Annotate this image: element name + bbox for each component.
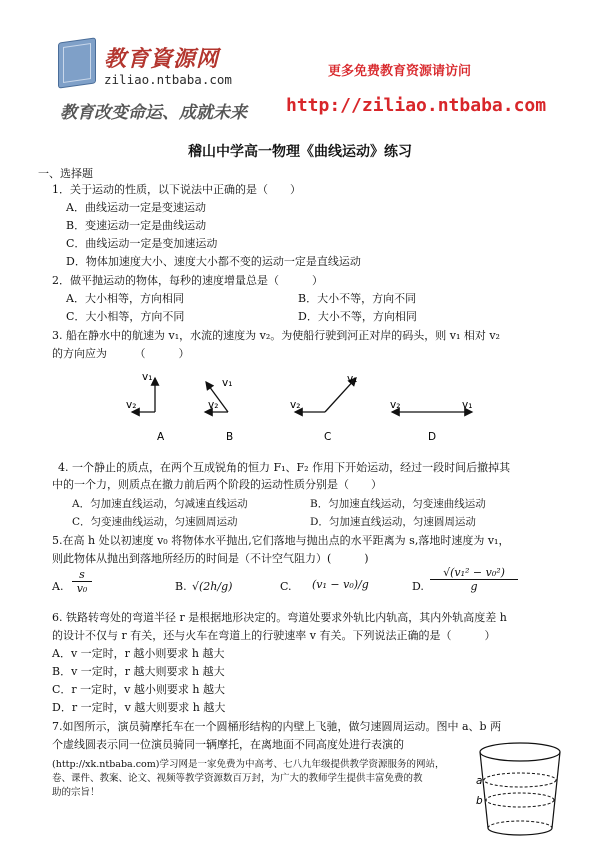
q5-option-c-expr: (v₁ − v₀)/g <box>312 578 369 591</box>
q5-option-a-fraction <box>72 568 92 595</box>
more-resources-link[interactable]: 更多免费教育资源请访问 <box>328 64 472 79</box>
q3-label-a: A <box>157 431 165 443</box>
q3-label-c: C <box>324 431 332 443</box>
q1-option-d: D．物体加速度大小、速度大小都不变的运动一定是直线运动 <box>66 255 361 268</box>
q6-option-a: A．v 一定时，r 越小则要求 h 越大 <box>52 647 225 660</box>
logo-title: 教育資源网 <box>104 47 220 72</box>
q6-option-c: C．r 一定时，v 越小则要求 h 越大 <box>52 683 225 696</box>
q5-a-numerator: s <box>79 568 85 581</box>
q5-option-c-label: C. <box>280 580 292 593</box>
page-title: 稽山中学高一物理《曲线运动》练习 <box>188 144 412 160</box>
q5-option-a-label: A. <box>52 580 64 593</box>
q5-d-denominator: g <box>430 579 518 593</box>
q4-option-c: C．匀变速曲线运动，匀速圆周运动 <box>72 516 238 528</box>
footer-line1: (http://xk.ntbaba.com)学习网是一家免费为中高考、七八九年级提供教学资源服务的网站， <box>52 759 445 770</box>
q2-option-a: A．大小相等，方向相同 <box>66 292 184 305</box>
q1-stem: 1．关于运动的性质，以下说法中正确的是（ ） <box>52 183 301 196</box>
q5-stem-line1: 5.在高 h 处以初速度 v₀ 将物体水平抛出,它们落地与抛出点的水平距离为 s,落地时速度为 v₁， <box>52 534 510 547</box>
q3-diagram-a <box>126 371 165 443</box>
q3-label-b: B <box>226 431 234 443</box>
q3-a-v1: v₁ <box>142 371 153 383</box>
q5-stem-line2: 则此物体从抛出到落地所经历的时间是（不计空气阻力）( ) <box>52 552 369 565</box>
q5-option-d-fraction <box>430 566 518 593</box>
q5-d-numerator: √(v₁² − v₀²) <box>443 566 505 579</box>
q6-option-b: B．v 一定时，r 越大则要求 h 越大 <box>52 665 225 678</box>
logo-url: ziliao.ntbaba.com <box>104 72 232 87</box>
q3-c-v2: v₂ <box>290 399 301 411</box>
q7-stem-line2: 个虚线圆表示同一位演员骑同一辆摩托，在离地面不同高度处进行表演的 <box>52 738 404 751</box>
footer-line3: 助的宗旨！ <box>52 787 100 798</box>
q2-option-b: B．大小不等，方向不同 <box>298 292 417 305</box>
section-heading: 一、选择题 <box>38 167 93 180</box>
footer-line2: 卷、课件、教案、论文、视频等教学资源数百万封，为广大的教师学生提供丰富免费的教 <box>52 773 423 784</box>
q3-vector-diagrams <box>110 368 500 448</box>
q3-stem-line2: 的方向应为 （ ） <box>52 347 190 360</box>
q1-option-c: C．曲线运动一定是变加速运动 <box>66 237 218 250</box>
logo-book-icon <box>58 37 96 88</box>
q1-option-b: B．变速运动一定是曲线运动 <box>66 219 207 232</box>
q7-barrel-figure <box>470 740 570 845</box>
q3-b-v2: v₂ <box>208 399 219 411</box>
q3-stem-line1: 3. 船在静水中的航速为 v₁，水流的速度为 v₂。为使船行驶到河正对岸的码头，则 v₁ 相对 v₂ <box>52 329 500 342</box>
q3-diagram-d <box>390 399 472 443</box>
q3-diagram-c <box>290 373 357 443</box>
q7-label-a: a <box>476 775 483 787</box>
q5-a-denominator: v₀ <box>72 581 92 595</box>
q4-option-b: B．匀加速直线运动，匀变速曲线运动 <box>310 498 486 510</box>
q6-stem-line2: 的设计不仅与 r 有关，还与火车在弯道上的行驶速率 v 有关。下列说法正确的是（ ） <box>52 629 496 642</box>
q4-stem-line1: 4. 一个静止的质点，在两个互成锐角的恒力 F₁、F₂ 作用下开始运动，经过一段时间后撤掉其 <box>58 461 511 474</box>
q7-label-b: b <box>476 795 483 807</box>
q6-stem-line1: 6. 铁路转弯处的弯道半径 r 是根据地形决定的。弯道处要求外轨比内轨高，其内外轨高度差 h <box>52 611 507 624</box>
q2-option-c: C．大小相等，方向不同 <box>66 310 185 323</box>
q7-stem-line1: 7.如图所示，演员骑摩托车在一个圆桶形结构的内壁上飞驰，做匀速圆周运动。图中 a、b 两 <box>52 720 502 733</box>
q3-label-d: D <box>428 431 437 443</box>
q4-stem-line2: 中的一个力，则质点在撤力前后两个阶段的运动性质分别是（ ） <box>52 478 382 491</box>
q5-option-b-expr: √(2h/g) <box>192 580 233 593</box>
q4-option-d: D．匀加速直线运动，匀速圆周运动 <box>310 516 476 528</box>
q1-option-a: A．曲线运动一定是变速运动 <box>66 201 206 214</box>
q3-d-v1: v₁ <box>462 399 473 411</box>
slogan: 教育改变命运、成就未来 <box>60 103 247 123</box>
q5-option-d-label: D. <box>412 580 424 593</box>
q4-option-a: A．匀加速直线运动，匀减速直线运动 <box>72 498 248 510</box>
q2-option-d: D．大小不等，方向相同 <box>298 310 417 323</box>
q6-option-d: D．r 一定时，v 越大则要求 h 越大 <box>52 701 226 714</box>
q2-stem: 2．做平抛运动的物体，每秒的速度增量总是（ ） <box>52 274 323 287</box>
q3-b-v1: v₁ <box>222 377 233 389</box>
site-url-link[interactable]: http://ziliao.ntbaba.com <box>286 95 547 116</box>
q5-option-b-label: B. <box>175 580 187 593</box>
q3-c-v1: v₁ <box>347 373 358 385</box>
q3-a-v2: v₂ <box>126 399 137 411</box>
q3-d-v2: v₂ <box>390 399 401 411</box>
q3-diagram-b <box>205 377 233 443</box>
